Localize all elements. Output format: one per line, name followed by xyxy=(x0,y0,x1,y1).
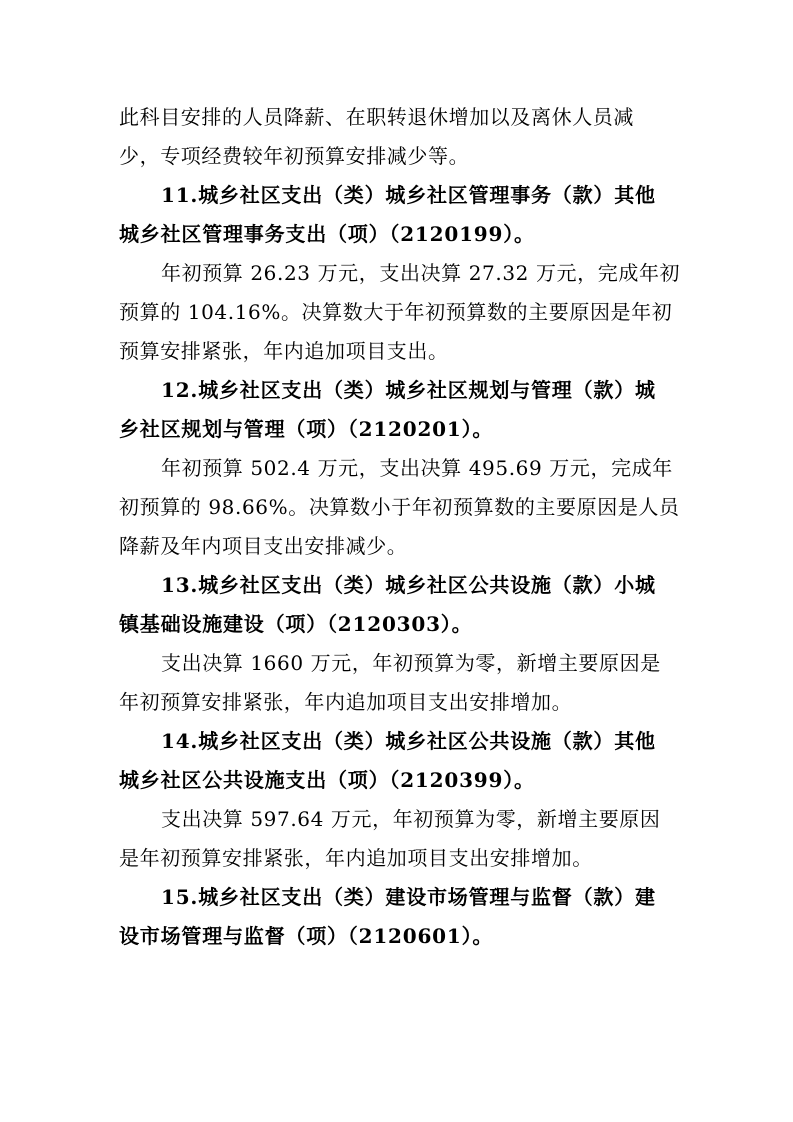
body-text-line: 此科目安排的人员降薪、在职转退休增加以及离休人员减 xyxy=(119,105,634,129)
body-text-line: 预算的 104.16%。决算数大于年初预算数的主要原因是年初 xyxy=(119,300,673,324)
body-text-line: 年初预算 502.4 万元，支出决算 495.69 万元，完成年 xyxy=(161,456,673,480)
section-heading-12: 12.城乡社区支出（类）城乡社区规划与管理（款）城 xyxy=(161,378,656,402)
body-text-line: 降薪及年内项目支出安排减少。 xyxy=(119,534,408,558)
body-text-line: 支出决算 1660 万元，年初预算为零，新增主要原因是 xyxy=(161,651,661,675)
section-heading-14: 14.城乡社区支出（类）城乡社区公共设施（款）其他 xyxy=(161,729,656,753)
body-text-line: 支出决算 597.64 万元，年初预算为零，新增主要原因 xyxy=(161,807,661,831)
section-heading-14-cont: 城乡社区公共设施支出（项）（2120399）。 xyxy=(119,768,535,792)
section-heading-13: 13.城乡社区支出（类）城乡社区公共设施（款）小城 xyxy=(161,573,656,597)
body-text-line: 年初预算 26.23 万元，支出决算 27.32 万元，完成年初 xyxy=(161,261,681,285)
section-heading-11-cont: 城乡社区管理事务支出（项）（2120199）。 xyxy=(119,222,535,246)
section-heading-11: 11.城乡社区支出（类）城乡社区管理事务（款）其他 xyxy=(161,183,656,207)
body-text-line: 少，专项经费较年初预算安排减少等。 xyxy=(119,144,470,168)
body-text-line: 预算安排紧张，年内追加项目支出。 xyxy=(119,339,449,363)
section-heading-12-cont: 乡社区规划与管理（项）（2120201）。 xyxy=(119,417,494,441)
body-text-line: 初预算的 98.66%。决算数小于年初预算数的主要原因是人员 xyxy=(119,495,680,519)
section-heading-13-cont: 镇基础设施建设（项）（2120303）。 xyxy=(119,612,473,636)
section-heading-15-cont: 设市场管理与监督（项）（2120601）。 xyxy=(119,924,494,948)
body-text-line: 是年初预算安排紧张，年内追加项目支出安排增加。 xyxy=(119,846,593,870)
section-heading-15: 15.城乡社区支出（类）建设市场管理与监督（款）建 xyxy=(161,885,656,909)
body-text-line: 年初预算安排紧张，年内追加项目支出安排增加。 xyxy=(119,690,573,714)
